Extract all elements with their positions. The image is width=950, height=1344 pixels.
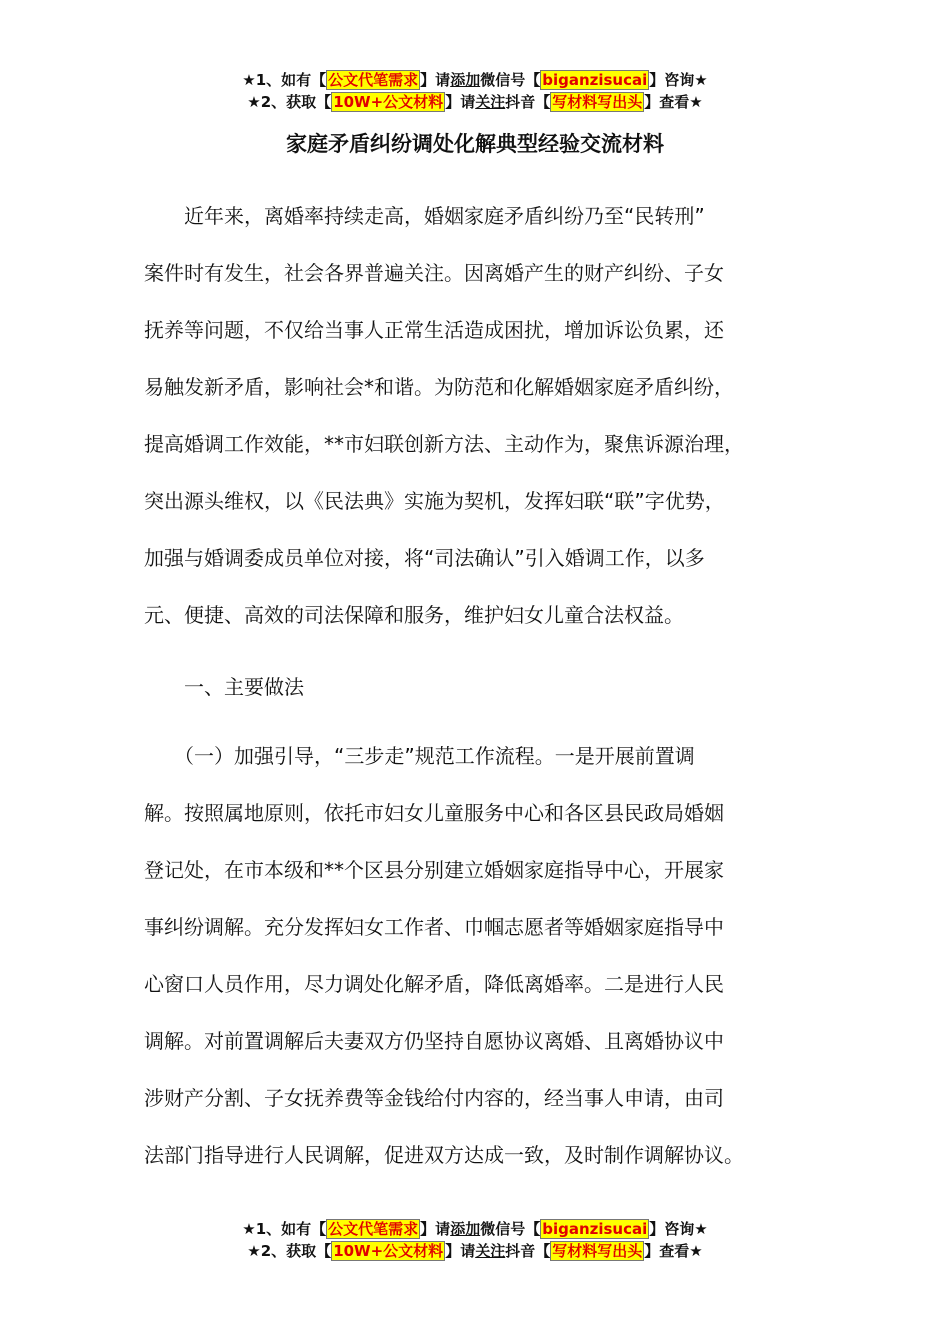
banner-text: 】请 [420, 71, 451, 89]
body-line: 解。按照属地原则，依托市妇女儿童服务中心和各区县民政局婚姻 [144, 801, 724, 825]
body-line: 事纠纷调解。充分发挥妇女工作者、巾帼志愿者等婚姻家庭指导中 [144, 915, 724, 939]
document-title: 家庭矛盾纠纷调处化解典型经验交流材料 [286, 132, 664, 156]
body-line: 易触发新矛盾，影响社会*和谐。为防范和化解婚姻家庭矛盾纠纷， [144, 375, 734, 399]
body-line: 突出源头维权，以《民法典》实施为契机，发挥妇联“联”字优势， [144, 489, 725, 513]
banner-text: ★1、如有【 [242, 1220, 327, 1238]
banner-text: 】请 [420, 1220, 451, 1238]
banner-text: 】请 [445, 1242, 476, 1260]
banner-highlight-douyin: 写材料写出头 [552, 93, 643, 111]
section-heading: 一、主要做法 [144, 675, 304, 699]
banner-highlight-materials: 10W+公文材料 [333, 1242, 444, 1260]
body-line: （一）加强引导，“三步走”规范工作流程。一是开展前置调 [144, 744, 695, 768]
body-line: 心窗口人员作用，尽力调处化解矛盾，降低离婚率。二是进行人民 [144, 972, 724, 996]
banner-text: 微信号【 [480, 1220, 541, 1238]
bottom-banner [0, 1218, 950, 1262]
banner-line-2 [0, 91, 950, 113]
top-banner [0, 69, 950, 113]
banner-highlight-douyin: 写材料写出头 [552, 1242, 643, 1260]
banner-text: 微信号【 [480, 71, 541, 89]
body-line: 登记处，在市本级和**个区县分别建立婚姻家庭指导中心，开展家 [144, 858, 724, 882]
banner-text: 抖音【 [505, 93, 551, 111]
body-line: 提高婚调工作效能，**市妇联创新方法、主动作为，聚焦诉源治理， [144, 432, 744, 456]
body-line: 案件时有发生，社会各界普遍关注。因离婚产生的财产纠纷、子女 [144, 261, 724, 285]
body-line: 涉财产分割、子女抚养费等金钱给付内容的，经当事人申请，由司 [144, 1086, 724, 1110]
banner-highlight-wechat-id: biganzisucai [542, 71, 648, 89]
banner-text: 】查看★ [644, 93, 703, 111]
body-line: 法部门指导进行人民调解，促进双方达成一致，及时制作调解协议。 [144, 1143, 744, 1167]
banner-text: 抖音【 [505, 1242, 551, 1260]
banner-underlined-text: 添加 [450, 1220, 481, 1238]
banner-highlight-service: 公文代笔需求 [328, 1220, 419, 1238]
banner-line-2 [0, 1240, 950, 1262]
banner-text: ★2、获取【 [247, 1242, 332, 1260]
banner-text: 】咨询★ [649, 71, 708, 89]
banner-text: ★2、获取【 [247, 93, 332, 111]
body-line: 近年来，离婚率持续走高，婚姻家庭矛盾纠纷乃至“民转刑” [144, 204, 705, 228]
body-line: 调解。对前置调解后夫妻双方仍坚持自愿协议离婚、且离婚协议中 [144, 1029, 724, 1053]
banner-text: 】咨询★ [649, 1220, 708, 1238]
body-line: 元、便捷、高效的司法保障和服务，维护妇女儿童合法权益。 [144, 603, 684, 627]
banner-line-1 [0, 1218, 950, 1240]
banner-underlined-text: 关注 [475, 1242, 506, 1260]
banner-text: ★1、如有【 [242, 71, 327, 89]
banner-highlight-wechat-id: biganzisucai [542, 1220, 648, 1238]
banner-underlined-text: 关注 [475, 93, 506, 111]
banner-underlined-text: 添加 [450, 71, 481, 89]
banner-text: 】查看★ [644, 1242, 703, 1260]
banner-line-1 [0, 69, 950, 91]
banner-highlight-materials: 10W+公文材料 [333, 93, 444, 111]
body-line: 抚养等问题，不仅给当事人正常生活造成困扰，增加诉讼负累，还 [144, 318, 724, 342]
banner-highlight-service: 公文代笔需求 [328, 71, 419, 89]
body-line: 加强与婚调委成员单位对接，将“司法确认”引入婚调工作，以多 [144, 546, 705, 570]
banner-text: 】请 [445, 93, 476, 111]
